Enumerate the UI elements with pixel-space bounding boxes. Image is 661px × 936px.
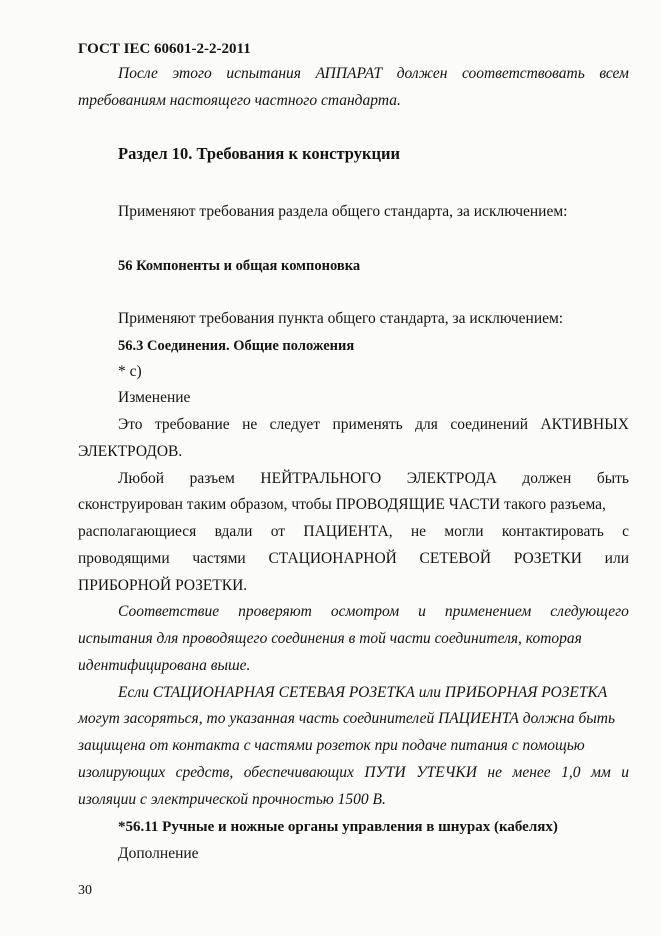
word: мм [590, 764, 611, 781]
word: менее [512, 764, 551, 781]
word: СЕТЕВОЙ [419, 550, 492, 567]
compliance-line-3: идентифицирована выше. [78, 657, 251, 674]
clause-56-3-title: 56.3 Соединения. Общие положения [118, 338, 355, 354]
socket-line-3: защищена от контакта с частями розеток при подаче питания с помощью [78, 737, 585, 754]
word: УТЕЧКИ [416, 764, 477, 781]
compliance-line-2: испытания для проводящего соединения в той части соединителя, которая [78, 630, 582, 647]
word: применять [332, 416, 403, 433]
word: применением [444, 603, 532, 620]
word: не [487, 764, 502, 781]
document-header: ГОСТ IEC 60601-2-2-2011 [78, 41, 251, 57]
socket-line-4 [78, 764, 629, 782]
connector-line-4 [78, 550, 629, 568]
requirement-line-2: ЭЛЕКТРОДОВ. [78, 443, 183, 460]
word: ПУТИ [364, 764, 406, 781]
word: ПАЦИЕНТА, [303, 523, 393, 540]
addition-label: Дополнение [118, 845, 199, 862]
word: или [604, 550, 629, 567]
word: Это [118, 416, 143, 433]
requirement-line-1 [118, 416, 629, 434]
word: не [410, 523, 427, 540]
word: не [242, 416, 258, 433]
word: с [622, 523, 629, 540]
intro-line-1 [118, 65, 629, 83]
word: АППАРАТ [315, 65, 383, 82]
word: всем [599, 65, 629, 82]
word: для [415, 416, 438, 433]
word: быть [596, 470, 629, 487]
word: изолирующих [78, 764, 166, 781]
word: испытания [226, 65, 302, 82]
section-paragraph: Применяют требования раздела общего стандарта, за исключением: [118, 203, 568, 220]
clause-56-11-title: *56.11 Ручные и ножные органы управления в шнурах (кабелях) [118, 819, 558, 835]
socket-line-5: изоляции с электрической прочностью 1500 В. [78, 791, 386, 808]
word: проверяют [238, 603, 312, 620]
word: могли [444, 523, 484, 540]
word: Соответствие [118, 603, 220, 620]
connector-line-2: сконструирован таким образом, чтобы ПРОВОДЯЩИЕ ЧАСТИ такого разъема, [78, 496, 606, 513]
word: НЕЙТРАЛЬНОГО [260, 470, 382, 487]
word: соответствовать [462, 65, 585, 82]
word: СТАЦИОНАРНОЙ [268, 550, 397, 567]
word: от [270, 523, 286, 540]
page-number: 30 [78, 883, 92, 898]
word: и [418, 603, 426, 620]
word: требование [154, 416, 230, 433]
word: контактировать [501, 523, 604, 540]
word: РОЗЕТКИ [513, 550, 582, 567]
word: После [118, 65, 158, 82]
word: вдали [214, 523, 253, 540]
socket-line-2: могут засоряться, то указанная часть соединителей ПАЦИЕНТА должна быть [78, 710, 616, 727]
connector-line-3 [78, 523, 629, 541]
clause-56-title: 56 Компоненты и общая компоновка [118, 258, 361, 274]
compliance-line-1 [118, 603, 629, 621]
word: осмотром [330, 603, 400, 620]
item-c: * с) [118, 363, 142, 380]
change-label: Изменение [118, 389, 191, 406]
intro-line-2: требованиям настоящего частного стандарта. [78, 92, 401, 109]
connector-line-1 [118, 470, 629, 488]
word: располагающиеся [78, 523, 197, 540]
word: следующего [550, 603, 629, 620]
word: Любой [118, 470, 165, 487]
word: должен [396, 65, 448, 82]
word: соединений [450, 416, 529, 433]
section-title: Раздел 10. Требования к конструкции [118, 144, 400, 163]
word: должен [522, 470, 572, 487]
clause-56-paragraph: Применяют требования пункта общего стандарта, за исключением: [118, 310, 564, 327]
word: этого [172, 65, 212, 82]
word: 1,0 [561, 764, 581, 781]
word: разъем [189, 470, 235, 487]
word: частями [192, 550, 246, 567]
word: АКТИВНЫХ [540, 416, 629, 433]
word: обеспечивающих [243, 764, 354, 781]
word: следует [269, 416, 321, 433]
word: проводящими [78, 550, 170, 567]
word: и [621, 764, 629, 781]
socket-line-1: Если СТАЦИОНАРНАЯ СЕТЕВАЯ РОЗЕТКА или ПРИБОРНАЯ РОЗЕТКА [118, 684, 608, 701]
connector-line-5: ПРИБОРНОЙ РОЗЕТКИ. [78, 577, 248, 594]
word: средств, [175, 764, 234, 781]
word: ЭЛЕКТРОДА [406, 470, 497, 487]
